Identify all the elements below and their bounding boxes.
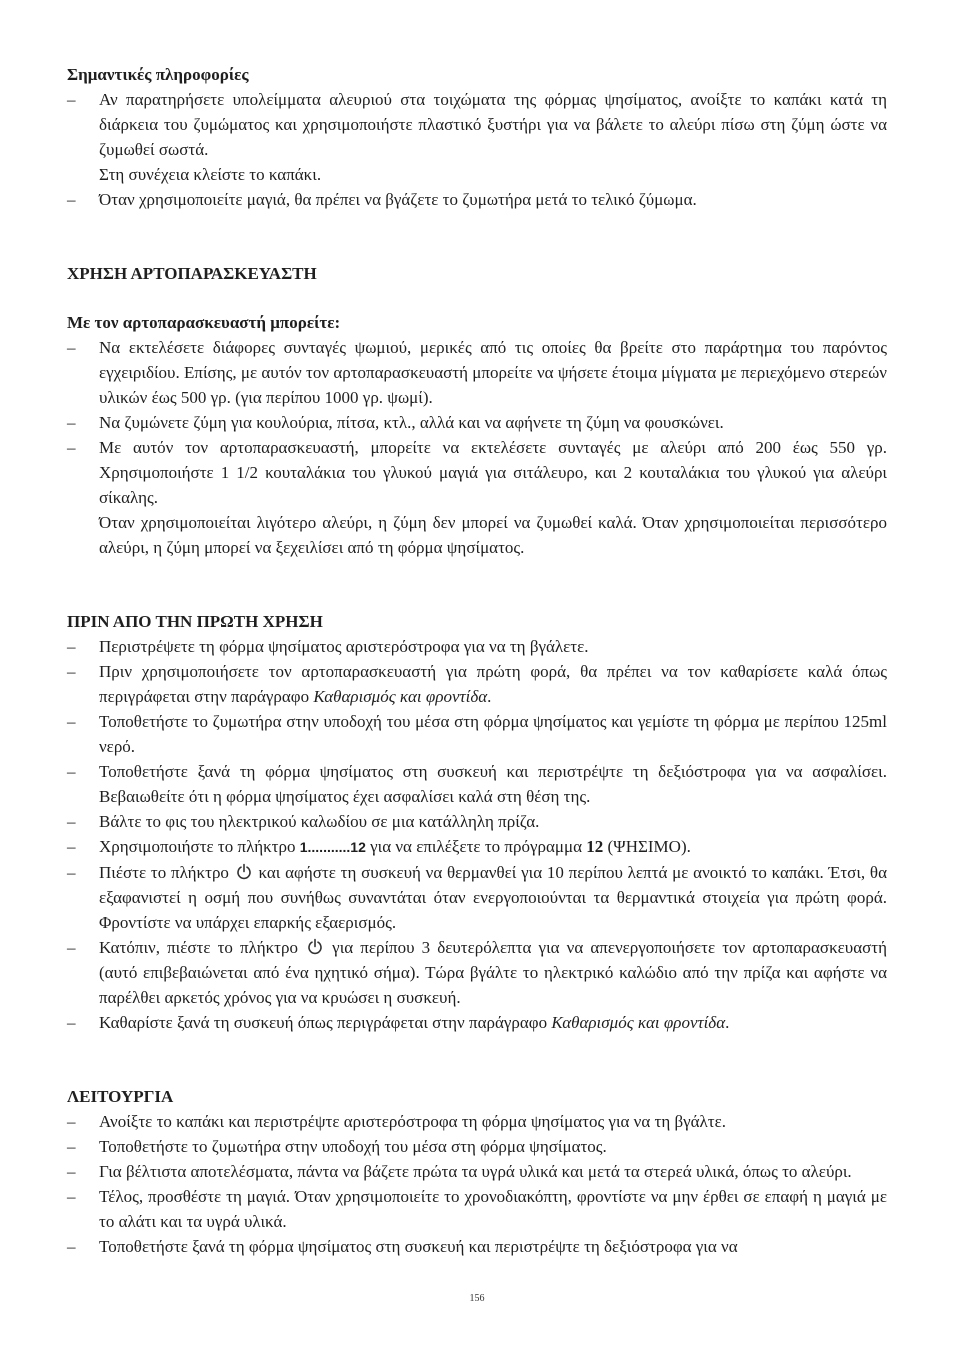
list-item [67, 1159, 887, 1184]
bullet-dash: – [67, 812, 76, 831]
bullet-dash: – [67, 1162, 76, 1181]
list-item-text: Τοποθετήστε το ζυμωτήρα στην υποδοχή του μέσα στη φόρμα ψησίματος και γεμίστε τη φόρμα με περίπου 125ml νερό. [99, 712, 887, 756]
program-number: 12 [586, 837, 604, 856]
list-item [67, 1184, 887, 1234]
list-item-continuation: Όταν χρησιμοποιείται λιγότερο αλεύρι, η ζύμη δεν μπορεί να ζυμωθεί καλά. Όταν χρησιμοποιείται περισσότερο αλεύρι, η ζύμη μπορεί να ξεχειλίσει από τη φόρμα ψησίματος. [99, 513, 887, 557]
list-item-text: Πριν χρησιμοποιήσετε τον αρτοπαρασκευαστή για πρώτη φορά, θα πρέπει να τον καθαρίσετε καλά όπως περιγράφεται στην παράγραφο [99, 662, 887, 706]
list-item-text: Τέλος, προσθέστε τη μαγιά. Όταν χρησιμοποιείτε το χρονοδιακόπτη, φροντίστε να μην έρθει σε επαφή η μαγιά με το αλάτι και τα υγρά υλικά. [99, 1187, 887, 1231]
section-heading-operation: ΛΕΙΤΟΥΡΓΙΑ [67, 1087, 174, 1106]
bullet-dash: – [67, 712, 76, 731]
section-heading-before-first-use: ΠΡΙΝ ΑΠΟ ΤΗΝ ΠΡΩΤΗ ΧΡΗΣΗ [67, 612, 323, 631]
list-item [67, 187, 887, 212]
reference-care-section: Καθαρισμός και φροντίδα [313, 687, 488, 706]
list-item [67, 709, 887, 759]
bullet-dash: – [67, 338, 76, 357]
list-item [67, 435, 887, 510]
page-number: 156 [469, 1293, 485, 1304]
bullet-dash: – [67, 837, 76, 856]
list-item-text: Να ζυμώνετε ζύμη για κουλούρια, πίτσα, κτλ., αλλά και να αφήνετε τη ζύμη να φουσκώνει. [99, 413, 724, 432]
bullet-dash: – [67, 637, 76, 656]
bullet-dash: – [67, 1112, 76, 1131]
list-item [67, 759, 887, 809]
power-icon [307, 938, 323, 956]
list-item [67, 335, 887, 410]
list-item [67, 1134, 887, 1159]
list-item-text: Με αυτόν τον αρτοπαρασκευαστή, μπορείτε να εκτελέσετε συνταγές με αλεύρι από 200 έως 550 γρ. Χρησιμοποιήστε 1 1/2 κουταλάκια του γλυκού μαγιά για σιτάλευρο, και 2 κουταλάκια του γλυκού για αλεύρι σίκαλης. [99, 438, 887, 507]
list-item: – Χρησιμοποιήστε το πλήκτρο 1...........12 για να επιλέξετε το πρόγραμμα 12 (ΨΗΣΙΜΟ). [67, 834, 887, 860]
list-item-text: Περιστρέψετε τη φόρμα ψησίματος αριστερόστροφα για να τη βγάλετε. [99, 637, 589, 656]
reference-care-section: Καθαρισμός και φροντίδα [551, 1013, 726, 1032]
list-item-text: Για βέλτιστα αποτελέσματα, πάντα να βάζετε πρώτα τα υγρά υλικά και μετά τα στερεά υλικά, όπως το αλεύρι. [99, 1162, 852, 1181]
list-item: – Καθαρίστε ξανά τη συσκευή όπως περιγράφεται στην παράγραφο Καθαρισμός και φροντίδα. [67, 1010, 887, 1035]
bullet-dash: – [67, 863, 76, 882]
list-item-text: Όταν χρησιμοποιείτε μαγιά, θα πρέπει να βγάζετε το ζυμωτήρα μετά το τελικό ζύμωμα. [99, 190, 697, 209]
list-item [67, 809, 887, 834]
bullet-dash: – [67, 190, 76, 209]
bullet-dash: – [67, 1137, 76, 1156]
list-item-text: Να εκτελέσετε διάφορες συνταγές ψωμιού, μερικές από τις οποίες θα βρείτε στο παράρτημα του παρόντος εγχειριδίου. Επίσης, με αυτόν τον αρτοπαρασκευαστή μπορείτε να ψήσετε έτοιμα μίγματα με περιεχόμενο στερεών υλικών έως 500 γρ. (για περίπου 1000 γρ. ψωμί). [99, 338, 887, 407]
bullet-dash: – [67, 438, 76, 457]
bullet-dash: – [67, 1187, 76, 1206]
list-item [67, 410, 887, 435]
bullet-dash: – [67, 1237, 76, 1256]
document-page [67, 62, 887, 1259]
list-item [67, 1234, 887, 1259]
bullet-dash: – [67, 762, 76, 781]
list-item [67, 87, 887, 162]
bullet-dash: – [67, 938, 76, 957]
list-item-text: Τοποθετήστε το ζυμωτήρα στην υποδοχή του μέσα στη φόρμα ψησίματος. [99, 1137, 607, 1156]
section-heading-usage: ΧΡΗΣΗ ΑΡΤΟΠΑΡΑΣΚΕΥΑΣΤΗ [67, 264, 317, 283]
program-key-label: 1...........12 [299, 839, 366, 855]
bullet-dash: – [67, 1013, 76, 1032]
list-item-continuation: Στη συνέχεια κλείστε το καπάκι. [99, 165, 322, 184]
list-item [67, 634, 887, 659]
list-item-text: Τοποθετήστε ξανά τη φόρμα ψησίματος στη συσκευή και περιστρέψτε τη δεξιόστροφα για να [99, 1237, 738, 1256]
list-item-text: Βάλτε το φις του ηλεκτρικού καλωδίου σε μια κατάλληλη πρίζα. [99, 812, 540, 831]
list-item-text: Αν παρατηρήσετε υπολείμματα αλευριού στα τοιχώματα της φόρμας ψησίματος, ανοίξτε το καπάκι κατά τη διάρκεια του ζυμώματος και χρησιμοποιήστε πλαστικό ξυστήρι για να βάλετε το αλεύρι πίσω στη ζύμη ώστε να ζυμωθεί σωστά. [99, 90, 887, 159]
bullet-dash: – [67, 662, 76, 681]
list-item: – Κατόπιν, πιέστε το πλήκτρο για περίπου 3 δευτερόλεπτα για να απενεργοποιήσετε τον αρτοπαρασκευαστή (αυτό επιβεβαιώνεται από ένα ηχητικό σήμα). Τώρα βγάλτε το ηλεκτρικό καλώδιο από την πρίζα και αφήστε να παρέλθει αρκετός χρόνος για να κρυώσει η συσκευή. [67, 935, 887, 1010]
bullet-dash: – [67, 413, 76, 432]
power-icon [236, 863, 252, 881]
list-item-text: Τοποθετήστε ξανά τη φόρμα ψησίματος στη συσκευή και περιστρέψτε τη δεξιόστροφα για να ασφαλίσει. Βεβαιωθείτε ότι η φόρμα ψησίματος έχει ασφαλίσει καλά στη θέση της. [99, 762, 887, 806]
list-item-text: Ανοίξτε το καπάκι και περιστρέψτε αριστερόστροφα τη φόρμα ψησίματος για να τη βγάλτε. [99, 1112, 727, 1131]
list-item: – Πιέστε το πλήκτρο και αφήστε τη συσκευή να θερμανθεί για 10 περίπου λεπτά με ανοικτό το καπάκι. Έτσι, θα εξαφανιστεί η οσμή που συνήθως συναντάται όταν ενεργοποιούνται τα θερμαντικά στοιχεία για πρώτη φορά. Φροντίστε να υπάρχει επαρκής εξαερισμός. [67, 860, 887, 935]
subheading-you-can: Με τον αρτοπαρασκευαστή μπορείτε: [67, 313, 341, 332]
list-item: – Πριν χρησιμοποιήσετε τον αρτοπαρασκευαστή για πρώτη φορά, θα πρέπει να τον καθαρίσετε καλά όπως περιγράφεται στην παράγραφο Καθαρισμός και φροντίδα. [67, 659, 887, 709]
bullet-dash: – [67, 90, 76, 109]
list-item [67, 1109, 887, 1134]
section-heading-important-info: Σημαντικές πληροφορίες [67, 65, 249, 84]
